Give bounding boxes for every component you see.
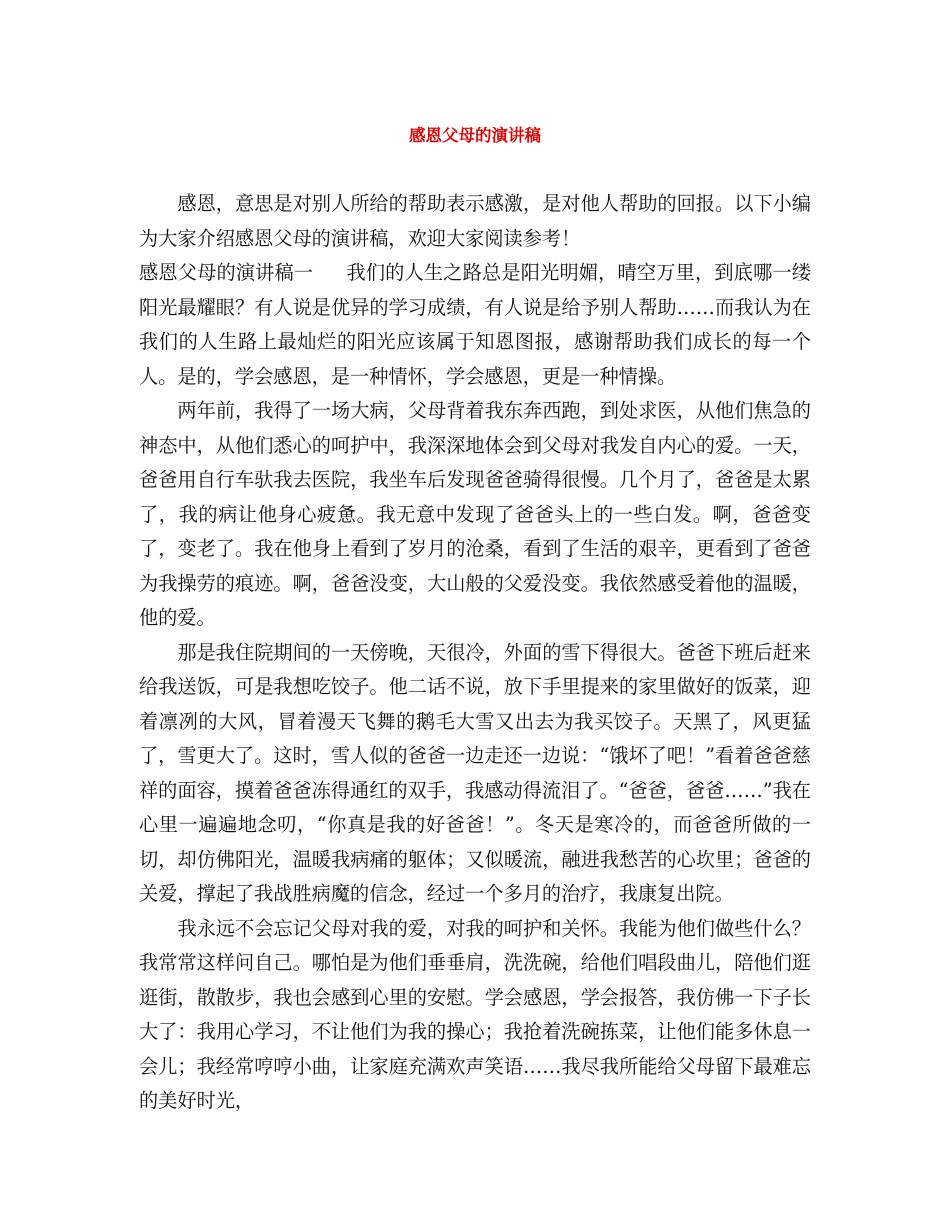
document-body <box>139 187 811 1119</box>
paragraph-3: 那是我住院期间的一天傍晚，天很冷，外面的雪下得很大。爸爸下班后赶来给我送饭，可是我想吃饺子。他二话不说，放下手里提来的家里做好的饭菜，迎着凛冽的大风，冒着漫天飞舞的鹅毛大雪又出去为我买饺子。天黑了，风更猛了，雪更大了。这时，雪人似的爸爸一边走还一边说：“饿坏了吧！”看着爸爸慈祥的面容，摸着爸爸冻得通红的双手，我感动得流泪了。“爸爸，爸爸……”我在心里一遍遍地念叨，“你真是我的好爸爸！”。冬天是寒冷的，而爸爸所做的一切，却仿佛阳光，温暖我病痛的躯体；又似暖流，融进我愁苦的心坎里；爸爸的关爱，撑起了我战胜病魔的信念，经过一个多月的治疗，我康复出院。 <box>139 640 811 905</box>
document-title: 感恩父母的演讲稿 <box>409 126 541 145</box>
paragraph-2: 两年前，我得了一场大病，父母背着我东奔西跑，到处求医，从他们焦急的神态中，从他们悉心的呵护中，我深深地体会到父母对我发自内心的爱。一天，爸爸用自行车驮我去医院，我坐车后发现爸爸骑得很慢。几个月了，爸爸是太累了，我的病让他身心疲惫。我无意中发现了爸爸头上的一些白发。啊，爸爸变了，变老了。我在他身上看到了岁月的沧桑，看到了生活的艰辛，更看到了爸爸为我操劳的痕迹。啊，爸爸没变，大山般的父爱没变。我依然感受着他的温暖，他的爱。 <box>139 399 811 629</box>
speech-paragraph-1 <box>139 256 811 394</box>
speech-paragraph-1-text: 我们的人生之路总是阳光明媚，晴空万里，到底哪一缕阳光最耀眼？有人说是优异的学习成绩，有人说是给予别人帮助……而我认为在我们的人生路上最灿烂的阳光应该属于知恩图报，感谢帮助我们成长的每一个人。是的，学会感恩，是一种情怀，学会感恩，更是一种情操。 <box>139 261 812 388</box>
intro-paragraph: 感恩，意思是对别人所给的帮助表示感激，是对他人帮助的回报。以下小编为大家介绍感恩父母的演讲稿，欢迎大家阅读参考！ <box>139 192 811 250</box>
paragraph-4: 我永远不会忘记父母对我的爱，对我的呵护和关怀。我能为他们做些什么？我常常这样问自己。哪怕是为他们垂垂肩，洗洗碗，给他们唱段曲儿，陪他们逛逛街，散散步，我也会感到心里的安慰。学会感恩，学会报答，我仿佛一下子长大了：我用心学习，不让他们为我的操心；我抢着洗碗拣菜，让他们能多休息一会儿；我经常哼哼小曲，让家庭充满欢声笑语……我尽我所能给父母留下最难忘的美好时光， <box>139 916 811 1112</box>
speech-label: 感恩父母的演讲稿一 <box>139 261 314 284</box>
